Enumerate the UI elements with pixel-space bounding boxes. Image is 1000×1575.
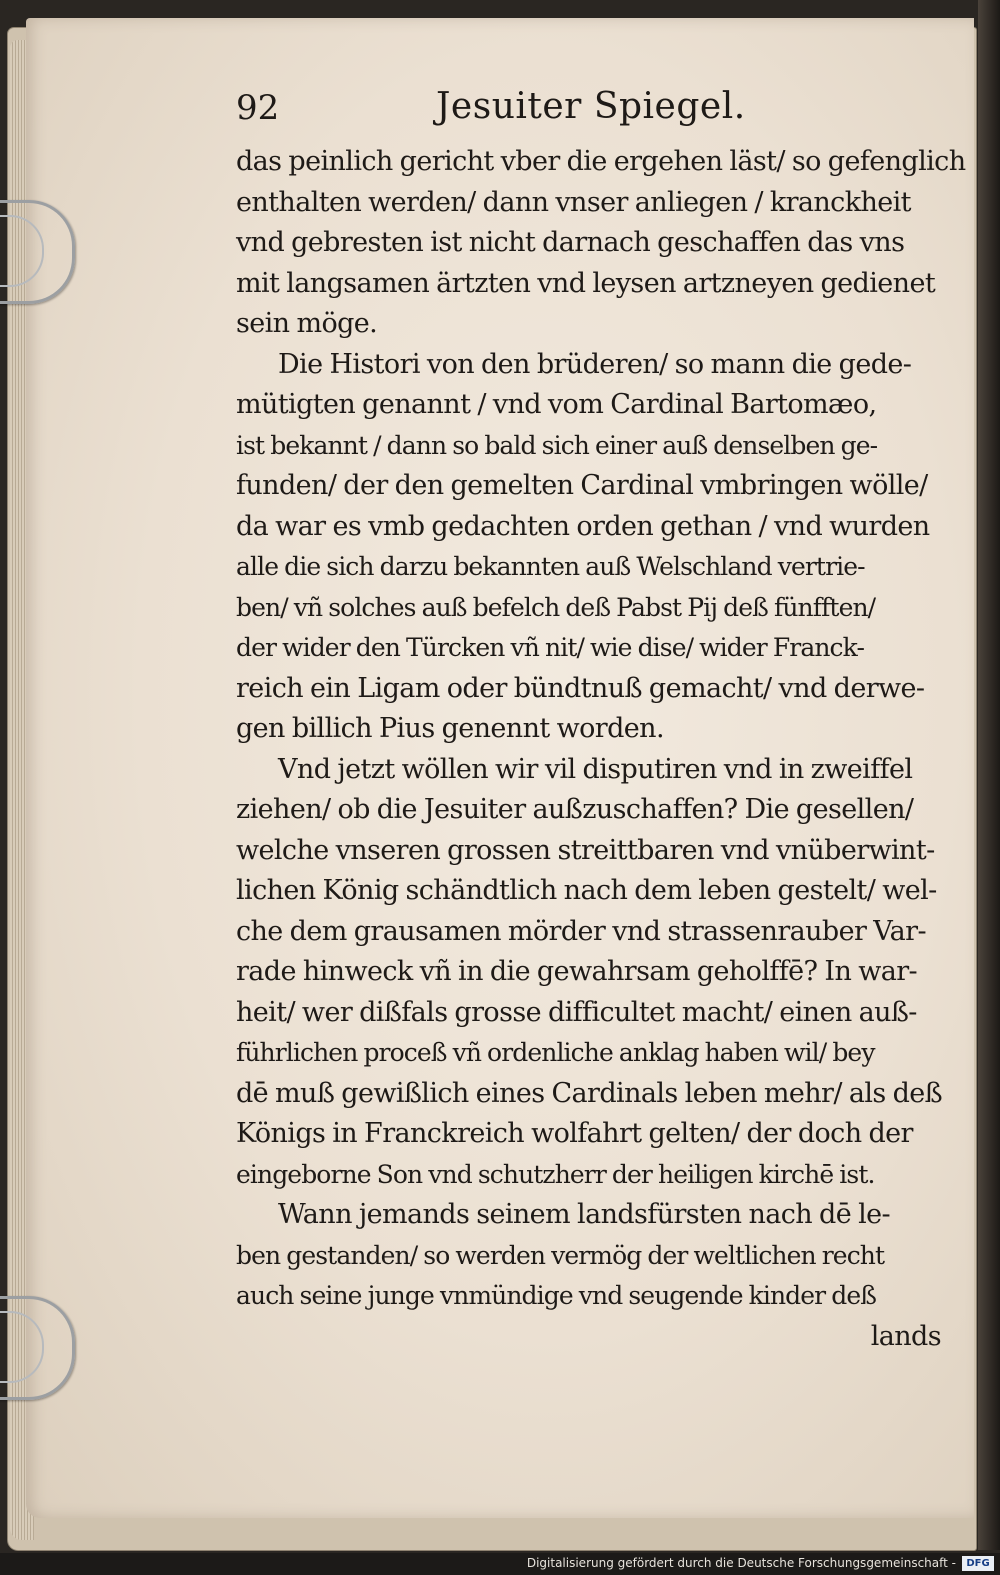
text-line: ben/ vñ solches auß befelch deß Pabst Pij deß fünfften/ <box>236 592 876 622</box>
text-line: alle die sich darzu bekannten auß Welschland vertrie- <box>236 552 865 581</box>
text-line: rade hinweck vñ in die gewahrsam geholffē? In war- <box>236 956 918 987</box>
text-line: Königs in Franckreich wolfahrt gelten/ der doch der <box>236 1118 913 1149</box>
text-line: dē muß gewißlich eines Cardinals leben mehr/ als deß <box>236 1077 943 1109</box>
page-text-block <box>236 80 966 1357</box>
funding-credit: Digitalisierung gefördert durch die Deutsche Forschungsgemeinschaft - <box>526 1556 956 1570</box>
text-line: mit langsamen ärtzten vnd leysen artzneyen gedienet <box>236 267 936 299</box>
text-line: führlichen proceß vñ ordenliche anklag haben wil/ bey <box>236 1038 875 1067</box>
text-line: sein möge. <box>236 308 378 339</box>
page-number: 92 <box>236 88 280 128</box>
text-line: heit/ wer dißfals grosse difficultet macht/ einen auß- <box>236 996 917 1028</box>
paragraph-start-line: Wann jemands seinem landsfürsten nach dē le- <box>278 1199 891 1230</box>
text-line: gen billich Pius genennt worden. <box>236 713 664 744</box>
text-line: vnd gebresten ist nicht darnach geschaffen das vns <box>236 227 905 258</box>
text-line: auch seine junge vnmündige vnd seugende kinder deß <box>236 1281 877 1310</box>
text-line: enthalten werden/ dann vnser anliegen / kranckheit <box>236 186 911 218</box>
catchword: lands <box>870 1320 941 1352</box>
text-line: che dem grausamen mörder vnd strassenrauber Var- <box>236 915 927 947</box>
page-header <box>236 80 941 142</box>
text-line: eingeborne Son vnd schutzherr der heiligen kirchē ist. <box>236 1159 875 1189</box>
text-line: das peinlich gericht vber die ergehen läst/ so gefenglich <box>236 146 966 177</box>
text-line: reich ein Ligam oder bündtnuß gemacht/ vnd derwe- <box>236 672 925 704</box>
text-line: ziehen/ ob die Jesuiter außzuschaffen? Die gesellen/ <box>236 794 914 825</box>
text-line: da war es vmb gedachten orden gethan / vnd wurden <box>236 510 930 542</box>
text-line: ist bekannt / dann so bald sich einer auß denselben ge- <box>236 430 878 460</box>
paragraph-start-line: Die Histori von den brüderen/ so mann die gede- <box>278 348 912 380</box>
paragraph-start-line: Vnd jetzt wöllen wir vil disputiren vnd in zweiffel <box>278 753 913 785</box>
running-title: Jesuiter Spiegel. <box>436 86 746 127</box>
text-line: ben gestanden/ so werden vermög der weltlichen recht <box>236 1240 885 1270</box>
book-spine-edge <box>978 0 1000 1550</box>
text-line: mütigten genannt / vnd vom Cardinal Bartomæo, <box>236 389 877 420</box>
footer-bar <box>0 1553 1000 1575</box>
dfg-logo: DFG <box>962 1556 994 1571</box>
text-line: der wider den Türcken vñ nit/ wie dise/ wider Franck- <box>236 633 865 662</box>
text-line: funden/ der den gemelten Cardinal vmbringen wölle/ <box>236 470 928 501</box>
text-line: welche vnseren grossen streittbaren vnd vnüberwint- <box>236 834 935 866</box>
text-line: lichen König schändtlich nach dem leben gestelt/ wel- <box>236 875 937 906</box>
